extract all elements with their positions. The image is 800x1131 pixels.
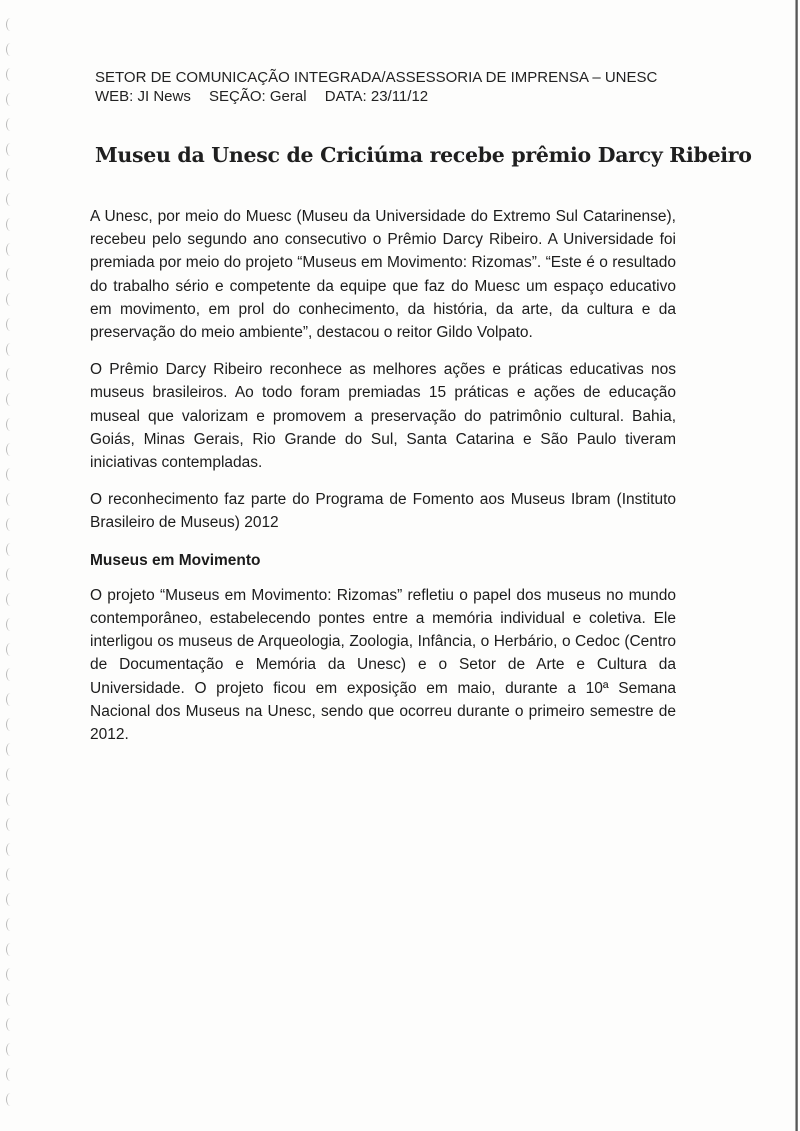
header-secao: SEÇÃO: Geral: [209, 88, 307, 105]
article-subheading: Museus em Movimento: [90, 551, 261, 569]
binder-holes-decoration: [6, 18, 20, 1118]
article-body: [90, 205, 676, 760]
page-edge-shadow: [795, 0, 798, 1131]
header-meta: [95, 87, 657, 106]
article-paragraph-1: A Unesc, por meio do Muesc (Museu da Universidade do Extremo Sul Catarinense), recebeu pelo segundo ano consecutivo o Prêmio Darcy Ribeiro. A Universidade foi premiada por meio do projeto “Museus em Movimento: Rizomas”. “Este é o resultado do trabalho sério e competente da equipe que faz do Muesc um espaço educativo em movimento, em prol do conhecimento, da história, da arte, da cultura e da preservação do meio ambiente”, destacou o reitor Gildo Volpato.: [90, 208, 676, 342]
header-date: DATA: 23/11/12: [324, 88, 429, 105]
article-title: Museu da Unesc de Criciúma recebe prêmio Darcy Ribeiro: [95, 143, 752, 167]
article-paragraph-2: O Prêmio Darcy Ribeiro reconhece as melhores ações e práticas educativas nos museus brasileiros. Ao todo foram premiadas 15 práticas e ações de educação museal que valorizam e promovem a preservação do patrimônio cultural. Bahia, Goiás, Minas Gerais, Rio Grande do Sul, Santa Catarina e São Paulo tiveram iniciativas contempladas.: [90, 361, 676, 472]
article-paragraph-4: O projeto “Museus em Movimento: Rizomas” refletiu o papel dos museus no mundo contemporâneo, estabelecendo pontes entre a memória individual e coletiva. Ele interligou os museus de Arqueologia, Zoologia, Infância, o Herbário, o Cedoc (Centro de Documentação e Memória da Unesc) e o Setor de Arte e Cultura da Universidade. O projeto ficou em exposição em maio, durante a 10ª Semana Nacional dos Museus na Unesc, sendo que ocorreu durante o primeiro semestre de 2012.: [90, 586, 676, 744]
document-header: [95, 68, 657, 106]
header-web: WEB: JI News: [95, 88, 191, 105]
header-department: SETOR DE COMUNICAÇÃO INTEGRADA/ASSESSORIA DE IMPRENSA – UNESC: [95, 69, 658, 86]
article-paragraph-3: O reconhecimento faz parte do Programa de Fomento aos Museus Ibram (Instituto Brasileiro de Museus) 2012: [90, 491, 676, 532]
